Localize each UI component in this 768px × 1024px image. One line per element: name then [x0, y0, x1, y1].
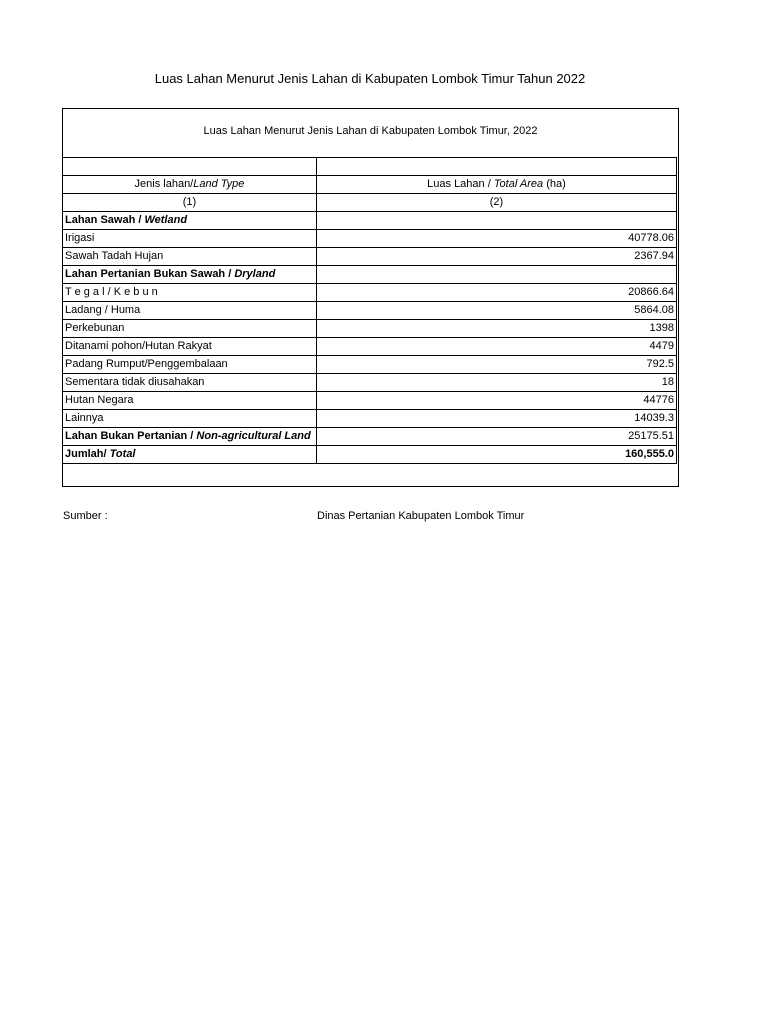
land-type-name: Sawah Tadah Hujan	[63, 248, 317, 266]
total-row	[63, 446, 677, 464]
table-column-number-row	[63, 194, 677, 212]
table-header-row	[63, 176, 677, 194]
table-row	[63, 320, 677, 338]
land-type-name: Ladang / Huma	[63, 302, 317, 320]
header-total-area: Luas Lahan / Total Area (ha)	[316, 176, 676, 194]
column-number-1: (1)	[63, 194, 317, 212]
table-frame	[62, 108, 679, 487]
land-area-value: 5864.08	[316, 302, 676, 320]
empty-cell	[316, 158, 676, 176]
land-type-name: Lainnya	[63, 410, 317, 428]
section-row-non-agricultural	[63, 428, 677, 446]
section-label: Lahan Pertanian Bukan Sawah / Dryland	[63, 266, 317, 284]
header-land-type: Jenis lahan/Land Type	[63, 176, 317, 194]
column-number-2: (2)	[316, 194, 676, 212]
source-text: Dinas Pertanian Kabupaten Lombok Timur	[317, 510, 525, 522]
land-area-value: 40778.06	[316, 230, 676, 248]
total-label: Jumlah/ Total	[63, 446, 317, 464]
table-row	[63, 356, 677, 374]
total-value: 160,555.0	[316, 446, 676, 464]
empty-cell	[316, 266, 676, 284]
section-label: Lahan Sawah / Wetland	[63, 212, 317, 230]
land-type-name: Perkebunan	[63, 320, 317, 338]
land-area-table	[62, 157, 677, 464]
land-area-value: 4479	[316, 338, 676, 356]
table-row	[63, 392, 677, 410]
section-row-dryland	[63, 266, 677, 284]
land-area-value: 20866.64	[316, 284, 676, 302]
table-row	[63, 302, 677, 320]
section-label: Lahan Bukan Pertanian / Non-agricultural Land	[63, 428, 317, 446]
table-spacer-row	[63, 158, 677, 176]
page-title: Luas Lahan Menurut Jenis Lahan di Kabupaten Lombok Timur Tahun 2022	[154, 71, 586, 86]
empty-cell	[63, 158, 317, 176]
land-area-value: 25175.51	[316, 428, 676, 446]
land-type-name: Ditanami pohon/Hutan Rakyat	[63, 338, 317, 356]
empty-cell	[316, 212, 676, 230]
land-area-value: 44776	[316, 392, 676, 410]
table-row	[63, 410, 677, 428]
land-type-name: Sementara tidak diusahakan	[63, 374, 317, 392]
table-row	[63, 284, 677, 302]
land-area-value: 2367.94	[316, 248, 676, 266]
table-title: Luas Lahan Menurut Jenis Lahan di Kabupaten Lombok Timur, 2022	[203, 125, 538, 137]
land-type-name: Irigasi	[63, 230, 317, 248]
source-label: Sumber :	[63, 510, 108, 522]
table-row	[63, 230, 677, 248]
land-area-value: 18	[316, 374, 676, 392]
land-area-value: 792.5	[316, 356, 676, 374]
land-type-name: Padang Rumput/Penggembalaan	[63, 356, 317, 374]
section-row-wetland	[63, 212, 677, 230]
land-area-value: 14039.3	[316, 410, 676, 428]
table-row	[63, 338, 677, 356]
land-type-name: T e g a l / K e b u n	[63, 284, 317, 302]
land-type-name: Hutan Negara	[63, 392, 317, 410]
table-row	[63, 374, 677, 392]
table-row	[63, 248, 677, 266]
land-area-value: 1398	[316, 320, 676, 338]
